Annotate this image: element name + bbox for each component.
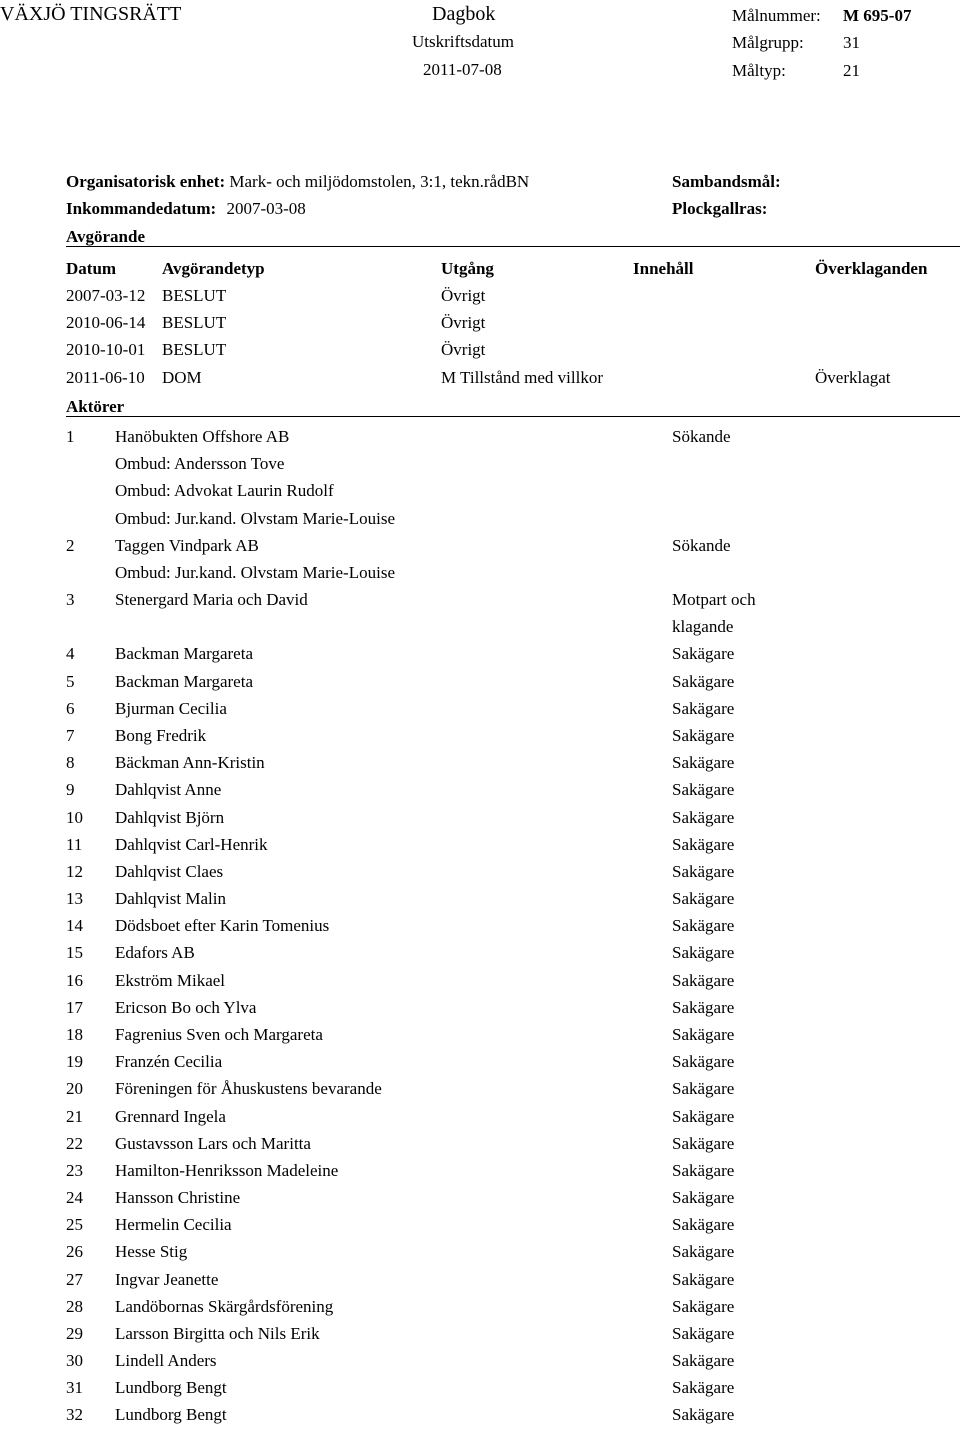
actor-row xyxy=(0,699,960,726)
case-type: 21 xyxy=(843,61,860,80)
actor-row xyxy=(0,1079,960,1106)
decision-date: 2010-06-14 xyxy=(66,313,146,333)
decision-type: DOM xyxy=(162,367,202,387)
decision-row xyxy=(0,340,960,367)
decision-outcome: Övrigt xyxy=(441,313,486,333)
col-date-header: Datum xyxy=(66,259,117,278)
actor-role: Sakägare xyxy=(672,1215,735,1235)
actor-name: Gustavsson Lars och Maritta xyxy=(115,1133,311,1153)
actor-row xyxy=(0,1324,960,1351)
actor-role: Sakägare xyxy=(672,1296,735,1316)
print-date: 2011-07-08 xyxy=(423,60,502,79)
actor-name: Hermelin Cecilia xyxy=(115,1215,232,1235)
decision-outcome: Övrigt xyxy=(441,286,486,305)
actor-row xyxy=(0,481,960,508)
actor-role: Sakägare xyxy=(672,725,735,745)
actor-role: Sakägare xyxy=(672,834,735,854)
actor-number: 20 xyxy=(66,1079,83,1099)
actor-row xyxy=(0,862,960,889)
actor-row xyxy=(0,454,960,481)
actor-row xyxy=(0,1215,960,1242)
decision-date: 2010-10-01 xyxy=(66,340,146,360)
actor-number: 9 xyxy=(66,780,75,800)
document-title: Dagbok xyxy=(432,3,496,25)
actor-number: 24 xyxy=(66,1188,83,1208)
actor-role: Sakägare xyxy=(672,997,735,1017)
actor-name: Larsson Birgitta och Nils Erik xyxy=(115,1323,320,1343)
actor-row xyxy=(0,1270,960,1297)
actor-role: Sakägare xyxy=(672,1160,735,1180)
actor-name: Backman Margareta xyxy=(115,671,253,691)
decision-row xyxy=(0,313,960,340)
actor-representative: Ombud: Jur.kand. Olvstam Marie-Louise xyxy=(115,508,395,528)
actor-role: Sakägare xyxy=(672,1106,735,1126)
actor-name: Stenergard Maria och David xyxy=(115,590,308,610)
actor-number: 3 xyxy=(66,590,75,610)
actor-number: 5 xyxy=(66,671,75,691)
actor-name: Dahlqvist Claes xyxy=(115,861,224,881)
actor-role: Sakägare xyxy=(672,1269,735,1289)
actor-role: Sakägare xyxy=(672,1052,735,1072)
decision-outcome: M Tillstånd med villkor xyxy=(441,367,603,387)
actor-number: 23 xyxy=(66,1160,83,1180)
col-outcome-header: Utgång xyxy=(441,259,494,278)
actor-number: 19 xyxy=(66,1052,83,1072)
actor-name: Ekström Mikael xyxy=(115,970,226,990)
actor-number: 1 xyxy=(66,427,75,446)
actor-role: Sakägare xyxy=(672,1188,735,1208)
actor-representative: Ombud: Jur.kand. Olvstam Marie-Louise xyxy=(115,562,395,582)
actors-divider xyxy=(66,416,960,417)
actor-row xyxy=(0,1351,960,1378)
actor-number: 14 xyxy=(66,916,83,936)
actor-number: 4 xyxy=(66,644,75,664)
actor-name: Dahlqvist Björn xyxy=(115,807,225,827)
decision-row xyxy=(0,286,960,313)
decision-type: BESLUT xyxy=(162,286,227,305)
actor-name: Bong Fredrik xyxy=(115,725,207,745)
related-cases-label: Sambandsmål: xyxy=(672,172,781,191)
actor-row xyxy=(0,563,960,590)
actor-row xyxy=(0,943,960,970)
actor-row xyxy=(0,1297,960,1324)
actor-number: 25 xyxy=(66,1215,83,1235)
actor-name: Dödsboet efter Karin Tomenius xyxy=(115,916,330,936)
actor-row xyxy=(0,1107,960,1134)
actor-role: Sakägare xyxy=(672,1378,735,1398)
case-number-label: Målnummer: xyxy=(732,6,821,25)
actor-role: Sakägare xyxy=(672,1351,735,1371)
actor-role: Sakägare xyxy=(672,1405,735,1425)
actor-row xyxy=(0,1188,960,1215)
actor-role: Sökande xyxy=(672,535,731,555)
actor-number: 17 xyxy=(66,997,83,1017)
incoming-date-value: 2007-03-08 xyxy=(226,199,306,218)
actor-role: Sakägare xyxy=(672,1024,735,1044)
actor-number: 2 xyxy=(66,535,75,555)
decisions-divider xyxy=(66,246,960,247)
actor-name: Hamilton-Henriksson Madeleine xyxy=(115,1160,339,1180)
decision-type: BESLUT xyxy=(162,313,227,333)
actor-name: Hansson Christine xyxy=(115,1188,241,1208)
actor-role: Sakägare xyxy=(672,1079,735,1099)
actor-name: Lundborg Bengt xyxy=(115,1405,227,1425)
actor-row xyxy=(0,590,960,617)
actor-row xyxy=(0,1134,960,1161)
actor-role: Sakägare xyxy=(672,970,735,990)
actor-row xyxy=(0,672,960,699)
org-unit-line xyxy=(66,172,529,192)
col-appeal-header: Överklaganden xyxy=(815,259,928,278)
actor-number: 30 xyxy=(66,1351,83,1371)
court-name: VÄXJÖ TINGSRÄTT xyxy=(0,3,182,25)
case-group-label: Målgrupp: xyxy=(732,33,804,52)
actor-name: Föreningen för Åhuskustens bevarande xyxy=(115,1079,382,1099)
actor-number: 27 xyxy=(66,1269,83,1289)
actor-role: Motpart och xyxy=(672,590,756,610)
actor-number: 32 xyxy=(66,1405,83,1425)
actor-role: Sökande xyxy=(672,427,731,446)
actor-number: 31 xyxy=(66,1378,83,1398)
actor-name: Bäckman Ann-Kristin xyxy=(115,753,265,773)
actor-number: 10 xyxy=(66,807,83,827)
actor-row xyxy=(0,1052,960,1079)
actor-row xyxy=(0,509,960,536)
actor-name: Fagrenius Sven och Margareta xyxy=(115,1024,323,1044)
pick-disposal-label: Plockgallras: xyxy=(672,199,768,218)
actor-name: Edafors AB xyxy=(115,943,195,963)
actor-role: Sakägare xyxy=(672,807,735,827)
actor-role: Sakägare xyxy=(672,916,735,936)
actor-row xyxy=(0,726,960,753)
actor-row xyxy=(0,916,960,943)
decision-date: 2011-06-10 xyxy=(66,367,145,387)
actor-row xyxy=(0,835,960,862)
actor-row xyxy=(0,780,960,807)
actor-number: 6 xyxy=(66,698,75,718)
actors-section-title: Aktörer xyxy=(66,397,125,416)
decisions-section-title: Avgörande xyxy=(66,227,146,246)
actor-number: 12 xyxy=(66,861,83,881)
actor-role: Sakägare xyxy=(672,780,735,800)
actor-number: 11 xyxy=(66,834,83,854)
actor-number: 29 xyxy=(66,1323,83,1343)
col-type-header: Avgörandetyp xyxy=(162,259,265,278)
incoming-date-line xyxy=(66,199,306,219)
actor-number: 28 xyxy=(66,1296,83,1316)
actor-name: Taggen Vindpark AB xyxy=(115,535,259,555)
col-content-header: Innehåll xyxy=(633,259,694,278)
actor-number: 18 xyxy=(66,1024,83,1044)
actor-role: Sakägare xyxy=(672,671,735,691)
actor-role: Sakägare xyxy=(672,1133,735,1153)
actor-number: 15 xyxy=(66,943,83,963)
actor-name: Dahlqvist Malin xyxy=(115,889,226,909)
decision-date: 2007-03-12 xyxy=(66,286,146,305)
actor-name: Ericson Bo och Ylva xyxy=(115,997,257,1017)
actor-row xyxy=(0,971,960,998)
actor-name: Lundborg Bengt xyxy=(115,1378,227,1398)
decision-outcome: Övrigt xyxy=(441,340,486,360)
actor-role: Sakägare xyxy=(672,1242,735,1262)
decision-type: BESLUT xyxy=(162,340,227,360)
actor-row xyxy=(0,644,960,671)
actor-number: 16 xyxy=(66,970,83,990)
incoming-date-label: Inkommandedatum: xyxy=(66,199,217,218)
decision-row xyxy=(0,368,960,395)
actor-name: Dahlqvist Anne xyxy=(115,780,222,800)
case-number: M 695-07 xyxy=(843,6,912,25)
actor-role: Sakägare xyxy=(672,943,735,963)
actor-role: Sakägare xyxy=(672,861,735,881)
actor-name: Dahlqvist Carl-Henrik xyxy=(115,834,268,854)
print-date-label: Utskriftsdatum xyxy=(412,32,514,51)
actor-row xyxy=(0,1378,960,1405)
case-group: 31 xyxy=(843,33,860,52)
actor-row xyxy=(0,1242,960,1269)
actor-role: Sakägare xyxy=(672,889,735,909)
org-unit-label: Organisatorisk enhet: xyxy=(66,172,226,191)
actor-row xyxy=(0,536,960,563)
actor-number: 21 xyxy=(66,1106,83,1126)
actor-number: 13 xyxy=(66,889,83,909)
actor-representative: Ombud: Advokat Laurin Rudolf xyxy=(115,481,334,501)
actor-name: Ingvar Jeanette xyxy=(115,1269,219,1289)
actor-role: Sakägare xyxy=(672,1323,735,1343)
actor-name: Franzén Cecilia xyxy=(115,1052,223,1072)
actor-row xyxy=(0,617,960,644)
actor-row xyxy=(0,1161,960,1188)
actor-name: Grennard Ingela xyxy=(115,1106,226,1126)
actor-role: Sakägare xyxy=(672,644,735,664)
actor-row xyxy=(0,808,960,835)
actor-row xyxy=(0,1405,960,1432)
actor-name: Hanöbukten Offshore AB xyxy=(115,427,290,446)
actor-name: Hesse Stig xyxy=(115,1242,188,1262)
actor-number: 7 xyxy=(66,725,75,745)
actor-role: Sakägare xyxy=(672,753,735,773)
case-type-label: Måltyp: xyxy=(732,61,786,80)
actor-row xyxy=(0,1025,960,1052)
actor-number: 22 xyxy=(66,1133,83,1153)
actor-row xyxy=(0,427,960,454)
actor-row xyxy=(0,753,960,780)
actor-name: Lindell Anders xyxy=(115,1351,217,1371)
org-unit-value: Mark- och miljödomstolen, 3:1, tekn.rådBN xyxy=(229,172,530,191)
actor-row xyxy=(0,998,960,1025)
actor-role: Sakägare xyxy=(672,698,735,718)
actor-number: 26 xyxy=(66,1242,83,1262)
actor-name: Landöbornas Skärgårdsförening xyxy=(115,1296,334,1316)
decisions-header-row xyxy=(0,259,960,286)
actor-representative: Ombud: Andersson Tove xyxy=(115,454,285,474)
actor-row xyxy=(0,889,960,916)
actor-name: Bjurman Cecilia xyxy=(115,698,227,718)
actor-name: Backman Margareta xyxy=(115,644,253,664)
actor-number: 8 xyxy=(66,753,75,773)
decision-appeal: Överklagat xyxy=(815,367,891,387)
actor-role: klagande xyxy=(672,617,734,637)
